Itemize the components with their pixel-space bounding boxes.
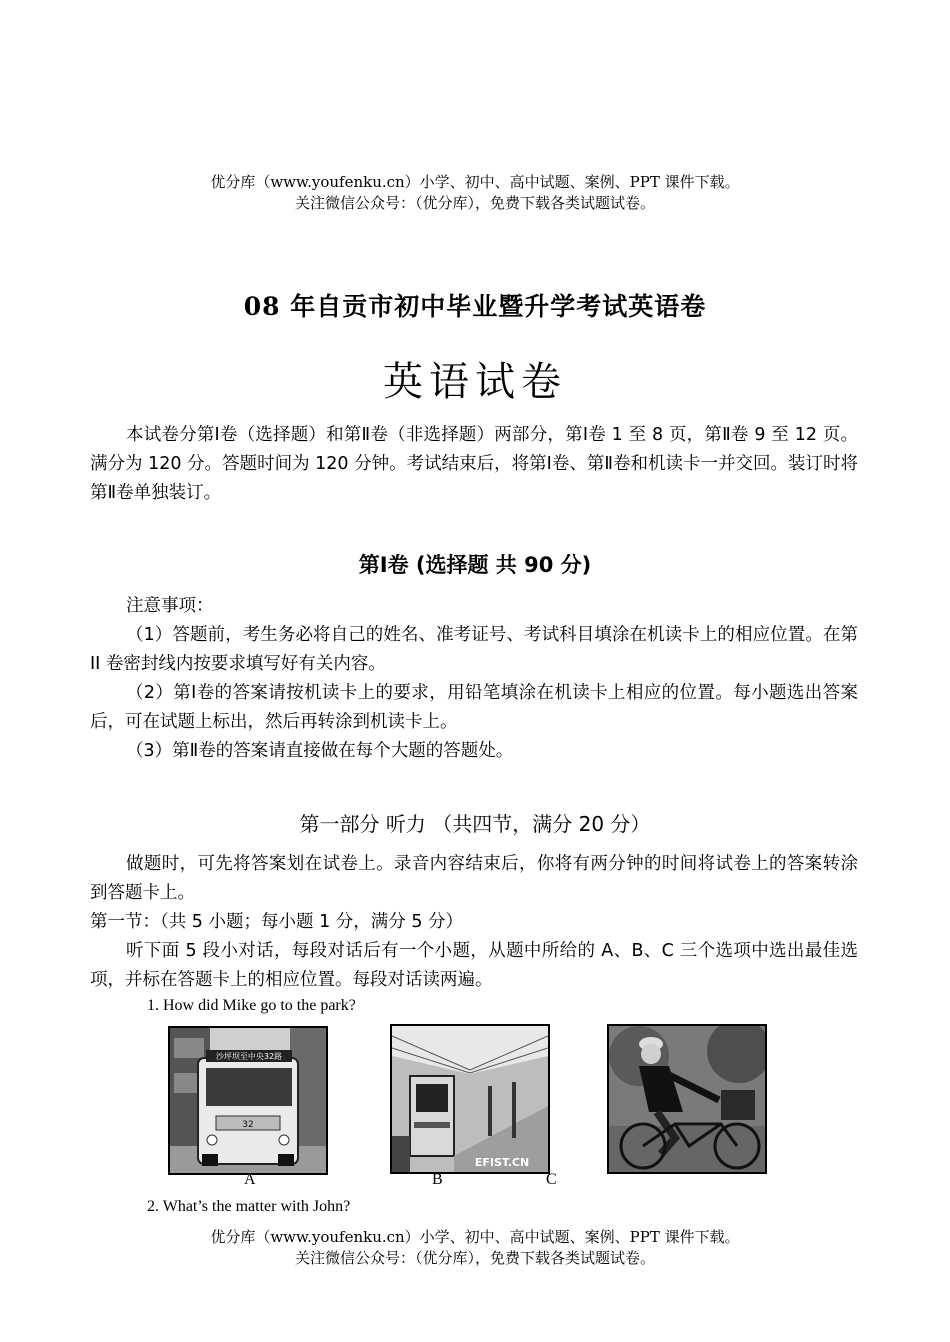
station-watermark-text: EFIST.CN [474, 1156, 530, 1169]
notes-block [90, 592, 858, 766]
part-1-body [90, 850, 858, 995]
footer-line-2: 关注微信公众号：（优分库），免费下载各类试题试卷。 [294, 1249, 655, 1267]
intro-paragraph: 本试卷分第Ⅰ卷（选择题）和第Ⅱ卷（非选择题）两部分，第Ⅰ卷 1 至 8 页，第Ⅱ卷 9 至 12 页。满分为 120 分。答题时间为 120 分钟。考试结束后，将第Ⅰ卷、第Ⅱ卷和机读卡一并交回。装订时将第Ⅱ卷单独装订。 [90, 425, 858, 503]
option-c-label: C [546, 1171, 557, 1188]
part-1-instructions: 做题时，可先将答案划在试卷上。录音内容结束后，你将有两分钟的时间将试卷上的答案转涂到答题卡上。 [90, 854, 858, 903]
option-a-image [168, 1026, 328, 1175]
option-b-image [390, 1024, 550, 1174]
subway-train-photo [392, 1026, 548, 1172]
question-2-text: 2. What’s the matter with John? [147, 1198, 351, 1215]
option-c-image [607, 1024, 767, 1174]
bicycle-rider-photo [609, 1026, 765, 1172]
question-1-text: 1. How did Mike go to the park? [147, 997, 356, 1014]
notes-heading: 注意事项： [126, 596, 214, 616]
option-b-label: B [432, 1171, 443, 1188]
note-item: （2）第Ⅰ卷的答案请按机读卡上的要求，用铅笔填涂在机读卡上相应的位置。每小题选出答案后，可在试题上标出，然后再转涂到机读卡上。 [90, 683, 858, 732]
watermark-header [0, 172, 950, 214]
footer-line-1: 优分库（www.youfenku.cn）小学、初中、高中试题、案例、PPT 课件下载。 [210, 1228, 740, 1246]
section-1-title: 第Ⅰ卷 (选择题 共 90 分) [358, 553, 592, 577]
section-1-label: 第一节：（共 5 小题；每小题 1 分，满分 5 分） [90, 912, 464, 932]
bus-sign-text: 沙坪坝至中央32路 [215, 1052, 283, 1061]
note-item: （3）第Ⅱ卷的答案请直接做在每个大题的答题处。 [126, 741, 514, 761]
header-line-1: 优分库（www.youfenku.cn）小学、初中、高中试题、案例、PPT 课件下载。 [210, 173, 740, 191]
exam-title: 08 年自贡市初中毕业暨升学考试英语卷 [243, 292, 707, 321]
option-a-label: A [244, 1171, 256, 1188]
watermark-footer [0, 1227, 950, 1269]
exam-subtitle: 英语试卷 [383, 359, 567, 405]
section-1-instructions: 听下面 5 段小对话，每段对话后有一个小题，从题中所给的 A、B、C 三个选项中选出最佳选项，并标在答题卡上的相应位置。每段对话读两遍。 [90, 941, 858, 990]
bus-number-text: 32 [242, 1120, 254, 1130]
note-item: （1）答题前，考生务必将自己的姓名、准考证号、考试科目填涂在机读卡上的相应位置。在第 II 卷密封线内按要求填写好有关内容。 [90, 625, 858, 674]
header-line-2: 关注微信公众号：（优分库），免费下载各类试题试卷。 [294, 194, 655, 212]
part-1-title: 第一部分 听力 （共四节，满分 20 分） [299, 812, 651, 836]
bus-photo [170, 1028, 326, 1173]
